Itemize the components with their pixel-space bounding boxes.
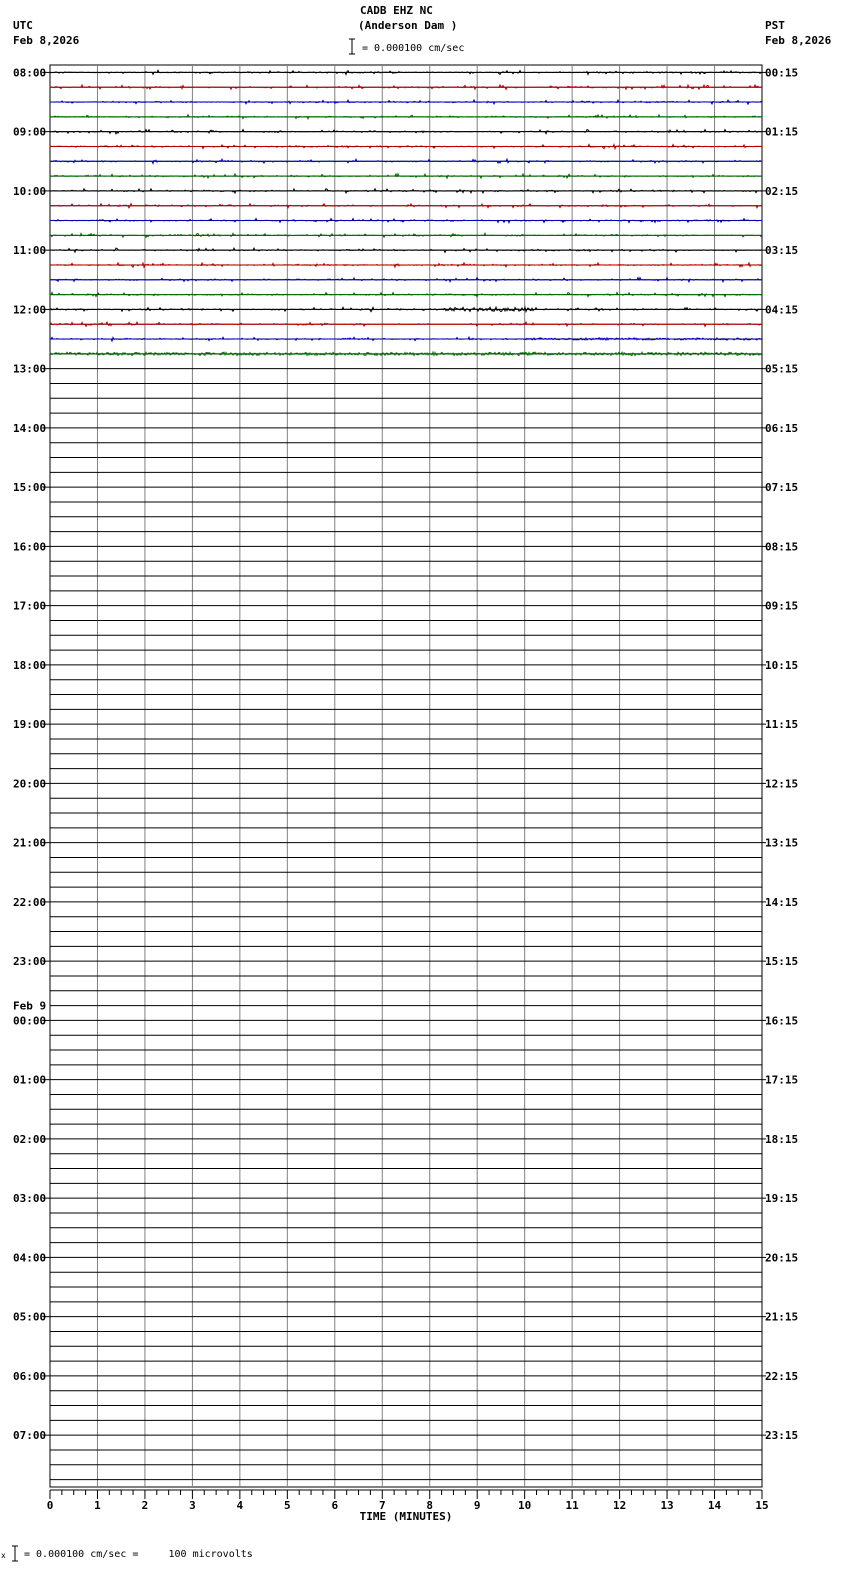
plot-frame (50, 65, 762, 1487)
pst-row-label: 10:15 (765, 658, 799, 672)
pst-row-label: 17:15 (765, 1073, 799, 1087)
trace-row-0 (50, 70, 762, 74)
trace-row-7 (50, 174, 762, 178)
x-tick-label: 15 (755, 1499, 769, 1512)
pst-row-label: 18:15 (765, 1132, 799, 1146)
utc-row-label: 04:00 (13, 1251, 47, 1265)
utc-row-label: 06:00 (13, 1369, 47, 1383)
utc-row-label: 17:00 (13, 599, 47, 613)
footer-marker: x (1, 1551, 6, 1560)
utc-row-label: 05:00 (13, 1310, 47, 1324)
utc-date-change-label: Feb 9 (13, 999, 47, 1013)
trace-row-13 (50, 263, 762, 267)
x-axis-label: TIME (MINUTES) (359, 1510, 453, 1523)
trace-row-1 (50, 85, 762, 89)
trace-row-2 (50, 100, 762, 104)
utc-row-label: 12:00 (13, 303, 47, 317)
utc-row-label: 22:00 (13, 895, 47, 909)
x-tick-label: 6 (331, 1499, 339, 1512)
right-date: Feb 8,2026 (765, 34, 832, 47)
utc-row-label: 21:00 (13, 836, 47, 850)
station-title: CADB EHZ NC (360, 4, 433, 17)
utc-row-label: 23:00 (13, 955, 47, 969)
pst-row-label: 21:15 (765, 1310, 799, 1324)
trace-row-9 (50, 204, 762, 208)
trace-row-11 (50, 233, 762, 237)
x-tick-label: 0 (46, 1499, 54, 1512)
traces (50, 70, 762, 355)
trace-row-4 (50, 130, 762, 134)
utc-row-label: 18:00 (13, 658, 47, 672)
x-tick-label: 2 (141, 1499, 149, 1512)
x-tick-label: 10 (518, 1499, 532, 1512)
trace-row-5 (50, 144, 762, 148)
pst-row-label: 12:15 (765, 777, 799, 791)
trace-row-3 (50, 115, 762, 119)
utc-row-label: 15:00 (13, 481, 47, 495)
x-tick-label: 14 (707, 1499, 722, 1512)
trace-row-16 (50, 307, 762, 311)
x-tick-label: 13 (660, 1499, 674, 1512)
x-tick-label: 12 (612, 1499, 627, 1512)
pst-row-label: 07:15 (765, 481, 799, 495)
utc-row-label: 09:00 (13, 125, 47, 139)
utc-row-label: 03:00 (13, 1192, 47, 1206)
utc-row-label: 08:00 (13, 66, 47, 80)
utc-row-label: 16:00 (13, 540, 47, 554)
station-location: (Anderson Dam ) (358, 19, 458, 32)
pst-row-label: 06:15 (765, 421, 799, 435)
pst-row-label: 14:15 (765, 895, 799, 909)
scale-label: = 0.000100 cm/sec (362, 43, 465, 54)
axis-labels (13, 66, 798, 1523)
pst-row-label: 00:15 (765, 66, 799, 80)
x-tick-label: 8 (426, 1499, 434, 1512)
pst-row-label: 16:15 (765, 1014, 799, 1028)
right-timezone: PST (765, 19, 785, 32)
utc-row-label: 01:00 (13, 1073, 47, 1087)
pst-row-label: 19:15 (765, 1192, 799, 1206)
x-tick-label: 5 (284, 1499, 291, 1512)
pst-row-label: 22:15 (765, 1369, 799, 1383)
x-tick-label: 11 (565, 1499, 579, 1512)
trace-row-12 (50, 248, 762, 252)
pst-row-label: 02:15 (765, 184, 799, 198)
pst-row-label: 23:15 (765, 1429, 799, 1443)
pst-row-label: 11:15 (765, 718, 799, 732)
utc-row-label: 14:00 (13, 421, 47, 435)
utc-row-label: 19:00 (13, 718, 47, 732)
x-tick-label: 7 (378, 1499, 386, 1512)
x-tick-label: 3 (189, 1499, 196, 1512)
utc-row-label: 13:00 (13, 362, 47, 376)
left-timezone: UTC (13, 19, 33, 32)
pst-row-label: 03:15 (765, 244, 799, 258)
x-tick-label: 1 (94, 1499, 101, 1512)
left-date: Feb 8,2026 (13, 34, 80, 47)
utc-row-label: 07:00 (13, 1429, 47, 1443)
x-tick-label: 4 (236, 1499, 244, 1512)
trace-row-18 (50, 337, 762, 341)
utc-row-label: 02:00 (13, 1132, 47, 1146)
pst-row-label: 08:15 (765, 540, 799, 554)
trace-row-14 (50, 278, 762, 282)
trace-row-17 (50, 322, 762, 326)
pst-row-label: 09:15 (765, 599, 799, 613)
footer-scale-note: = 0.000100 cm/sec = 100 microvolts (24, 1549, 253, 1560)
pst-row-label: 05:15 (765, 362, 799, 376)
utc-row-label: 20:00 (13, 777, 47, 791)
pst-row-label: 15:15 (765, 955, 799, 969)
trace-row-8 (50, 189, 762, 193)
pst-row-label: 20:15 (765, 1251, 799, 1265)
pst-row-label: 13:15 (765, 836, 799, 850)
pst-row-label: 01:15 (765, 125, 799, 139)
utc-row-label: 11:00 (13, 244, 47, 258)
pst-row-label: 04:15 (765, 303, 799, 317)
utc-row-label: 00:00 (13, 1014, 47, 1028)
utc-row-label: 10:00 (13, 184, 47, 198)
x-tick-label: 9 (473, 1499, 481, 1512)
